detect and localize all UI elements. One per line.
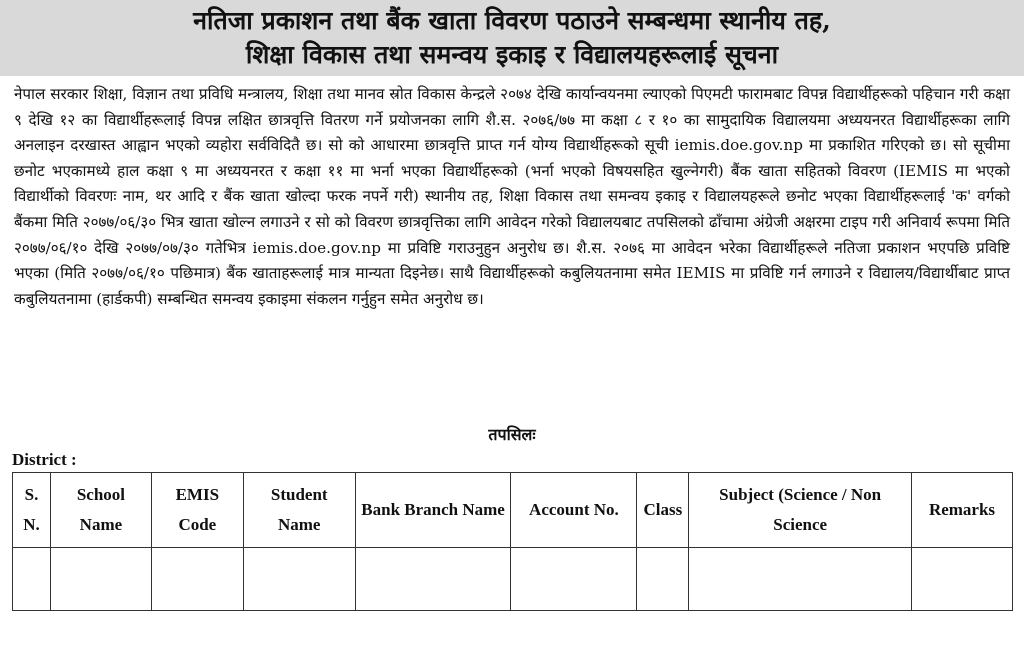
notice-paragraph: नेपाल सरकार शिक्षा, विज्ञान तथा प्रविधि मन्त्रालय, शिक्षा तथा मानव स्रोत विकास केन्द्रले २०७४ देखि कार्यान्वयनमा ल्याएको पिएमटी फारामबाट विपन्न विद्यार्थीहरूको पहिचान गरी कक्षा ९ देखि १२ का विद्यार्थीहरूलाई विपन्न लक्षित छात्रवृत्ति वितरण गर्ने प्रयोजनका लागि शै.स. २०७६/७७ मा कक्षा ८ र १० का सामुदायिक विद्यालयमा अध्ययनरत विद्यार्थीहरूका लागि अनलाइन दरखास्त आह्वान भएको व्यहोरा सर्वविदितै छ। सो को आधारमा छात्रवृत्ति प्राप्त गर्न योग्य विद्यार्थीहरूको सूची iemis.doe.gov.np मा प्रकाशित गरिएको छ। सो सूचीमा छनोट भएकामध्ये हाल कक्षा ९ मा अध्ययनरत र कक्षा ११ मा भर्ना भएका विद्यार्थीहरूको (भर्ना भएको विषयसहित खुल्नेगरी) बैंक खाता सहितको विवरण (IEMIS मा भएको विद्यार्थीको विवरणः नाम, थर आदि र बैंक खाता खोल्दा फरक नपर्ने गरी) स्थानीय तह, शिक्षा विकास तथा समन्वय इकाइ र विद्यालयहरूले छनोट भएका विद्यार्थीहरूलाई 'क' वर्गको बैंकमा मिति २०७७/०६/३० भित्र खाता खोल्न लगाउने र सो को विवरण छात्रवृत्तिका लागि आवेदन गरेको विद्यालयबाट तपसिलको ढाँचामा अंग्रेजी अक्षरमा टाइप गरी अनिवार्य रूपमा मिति २०७७/०६/१० देखि २०७७/०७/३० गतेभित्र iemis.doe.gov.np मा प्रविष्टि गराउनुहुन अनुरोध छ। शै.स. २०७६ मा आवेदन भरेका विद्यार्थीहरूले नतिजा प्रकाशन भएपछि प्रविष्टि भएका (मिति २०७७/०६/१० पछिमात्र) बैंक खाताहरूलाई मात्र मान्यता दिइनेछ। साथै विद्यार्थीहरूको कबुलियतनामा समेत IEMIS मा प्रविष्टि गर्न लगाउने र विद्यालय/विद्यार्थीबाट प्राप्त कबुलियतनामा (हार्डकपी) सम्बन्धित समन्वय इकाइमा संकलन गर्नुहुन समेत अनुरोध छ। [14, 85, 1010, 308]
col-header-remarks: Remarks [912, 473, 1013, 548]
col-header-school-name: School Name [50, 473, 151, 548]
col-header-sn: S. N. [13, 473, 51, 548]
notice-body [0, 76, 1024, 420]
col-header-subject: Subject (Science / Non Science [689, 473, 912, 548]
col-header-bank-branch: Bank Branch Name [355, 473, 511, 548]
notice-header [0, 0, 1024, 76]
details-table [12, 472, 1013, 611]
table-cell [637, 548, 689, 611]
col-header-class: Class [637, 473, 689, 548]
table-row [13, 548, 1013, 611]
table-cell [689, 548, 912, 611]
col-header-account-no: Account No. [511, 473, 637, 548]
table-header-row [13, 473, 1013, 548]
table-cell [511, 548, 637, 611]
table-cell [243, 548, 355, 611]
table-cell [355, 548, 511, 611]
tapsil-heading: तपसिलः [488, 425, 536, 444]
table-cell [912, 548, 1013, 611]
notice-title-line-1: नतिजा प्रकाशन तथा बैंक खाता विवरण पठाउने सम्बन्धमा स्थानीय तह, [193, 6, 831, 35]
table-cell [50, 548, 151, 611]
table-cell [151, 548, 243, 611]
col-header-emis-code: EMIS Code [151, 473, 243, 548]
table-cell [13, 548, 51, 611]
col-header-student-name: Student Name [243, 473, 355, 548]
district-label: District : [12, 450, 77, 469]
notice-title-line-2: शिक्षा विकास तथा समन्वय इकाइ र विद्यालयहरूलाई सूचना [245, 40, 779, 69]
